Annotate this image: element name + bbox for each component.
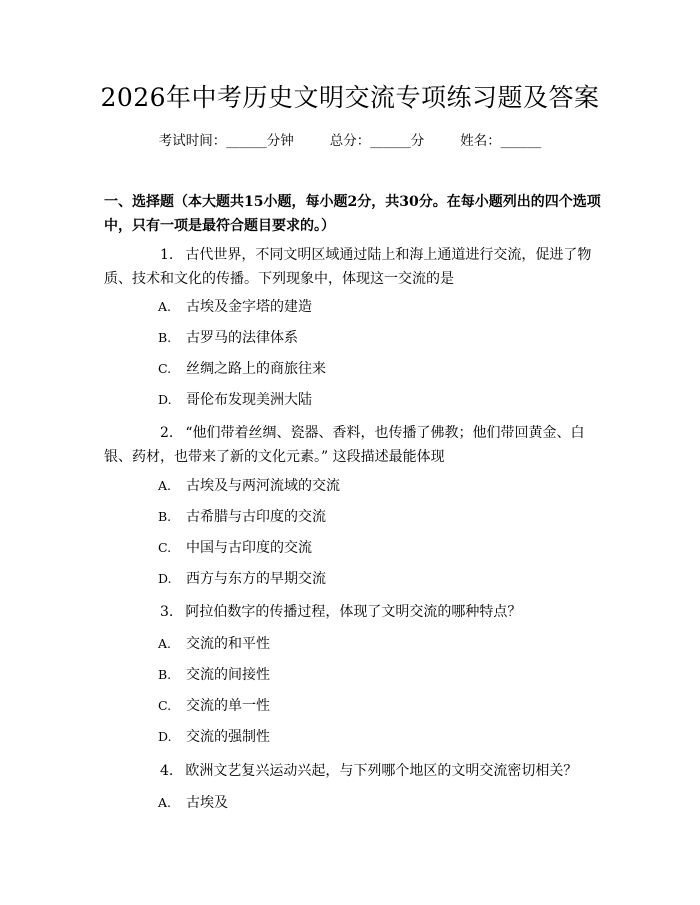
question-4 bbox=[104, 759, 604, 783]
question-1 bbox=[104, 243, 604, 291]
option-text: 古埃及 bbox=[186, 795, 228, 811]
question-text: 阿拉伯数字的传播过程，体现了文明交流的哪种特点？ bbox=[185, 604, 522, 620]
option-text: 西方与东方的早期交流 bbox=[186, 571, 326, 587]
question-2-option-a bbox=[158, 476, 340, 496]
question-1-option-d bbox=[158, 390, 312, 410]
option-letter: B. bbox=[158, 667, 172, 682]
question-3-option-d bbox=[158, 727, 270, 747]
option-text: 哥伦布发现美洲大陆 bbox=[186, 392, 312, 408]
name-blank: ______ bbox=[500, 133, 542, 149]
question-2-option-b bbox=[158, 507, 326, 527]
option-text: 交流的强制性 bbox=[186, 729, 270, 745]
score-label: 总分： bbox=[329, 133, 371, 149]
option-letter: C. bbox=[158, 698, 172, 713]
option-letter: A. bbox=[158, 795, 172, 810]
question-3-option-a bbox=[158, 634, 270, 654]
option-letter: B. bbox=[158, 330, 172, 345]
option-letter: C. bbox=[158, 540, 172, 555]
question-4-option-a bbox=[158, 793, 228, 813]
option-letter: D. bbox=[158, 392, 172, 407]
exam-info-line bbox=[0, 131, 700, 151]
option-letter: C. bbox=[158, 361, 172, 376]
section-heading: 一、选择题（本大题共15小题，每小题2分，共30分。在每小题列出的四个选项中，只有一项是最符合题目要求的。） bbox=[104, 194, 601, 234]
score-blank: ______ bbox=[370, 133, 411, 149]
question-1-option-a bbox=[158, 297, 312, 317]
option-letter: A. bbox=[158, 636, 172, 651]
option-text: 古罗马的法律体系 bbox=[186, 330, 298, 346]
question-text: “他们带着丝绸、瓷器、香料，也传播了佛教；他们带回黄金、白银、药材，也带来了新的文化元素。” 这段描述最能体现 bbox=[104, 425, 585, 465]
page-title: 2026年中考历史文明交流专项练习题及答案 bbox=[100, 83, 600, 112]
option-letter: B. bbox=[158, 509, 172, 524]
score-unit: 分 bbox=[410, 133, 425, 149]
option-text: 交流的单一性 bbox=[186, 698, 270, 714]
time-unit: 分钟 bbox=[266, 133, 294, 149]
question-number: 2. bbox=[160, 425, 174, 441]
question-2-option-d bbox=[158, 569, 326, 589]
question-2 bbox=[104, 421, 604, 469]
question-3 bbox=[104, 600, 604, 624]
option-letter: A. bbox=[158, 478, 172, 493]
question-number: 1. bbox=[160, 247, 174, 263]
name-label: 姓名： bbox=[460, 133, 501, 149]
question-text: 欧洲文艺复兴运动兴起，与下列哪个地区的文明交流密切相关？ bbox=[185, 763, 578, 779]
question-3-option-b bbox=[158, 665, 270, 685]
option-letter: D. bbox=[158, 729, 172, 744]
option-text: 中国与古印度的交流 bbox=[186, 540, 312, 556]
question-1-option-c bbox=[158, 359, 326, 379]
option-text: 古希腊与古印度的交流 bbox=[186, 509, 326, 525]
option-text: 古埃及金字塔的建造 bbox=[186, 299, 312, 315]
option-text: 交流的间接性 bbox=[186, 667, 270, 683]
option-letter: D. bbox=[158, 571, 172, 586]
option-letter: A. bbox=[158, 299, 172, 314]
question-number: 4. bbox=[160, 763, 174, 779]
option-text: 古埃及与两河流域的交流 bbox=[186, 478, 340, 494]
question-text: 古代世界，不同文明区域通过陆上和海上通道进行交流，促进了物质、技术和文化的传播。下列现象中，体现这一交流的是 bbox=[104, 247, 592, 287]
question-number: 3. bbox=[160, 604, 174, 620]
time-label: 考试时间： bbox=[158, 133, 227, 149]
question-3-option-c bbox=[158, 696, 270, 716]
option-text: 丝绸之路上的商旅往来 bbox=[186, 361, 326, 377]
time-blank: ______ bbox=[226, 133, 267, 149]
question-1-option-b bbox=[158, 328, 298, 348]
question-2-option-c bbox=[158, 538, 312, 558]
option-text: 交流的和平性 bbox=[186, 636, 270, 652]
